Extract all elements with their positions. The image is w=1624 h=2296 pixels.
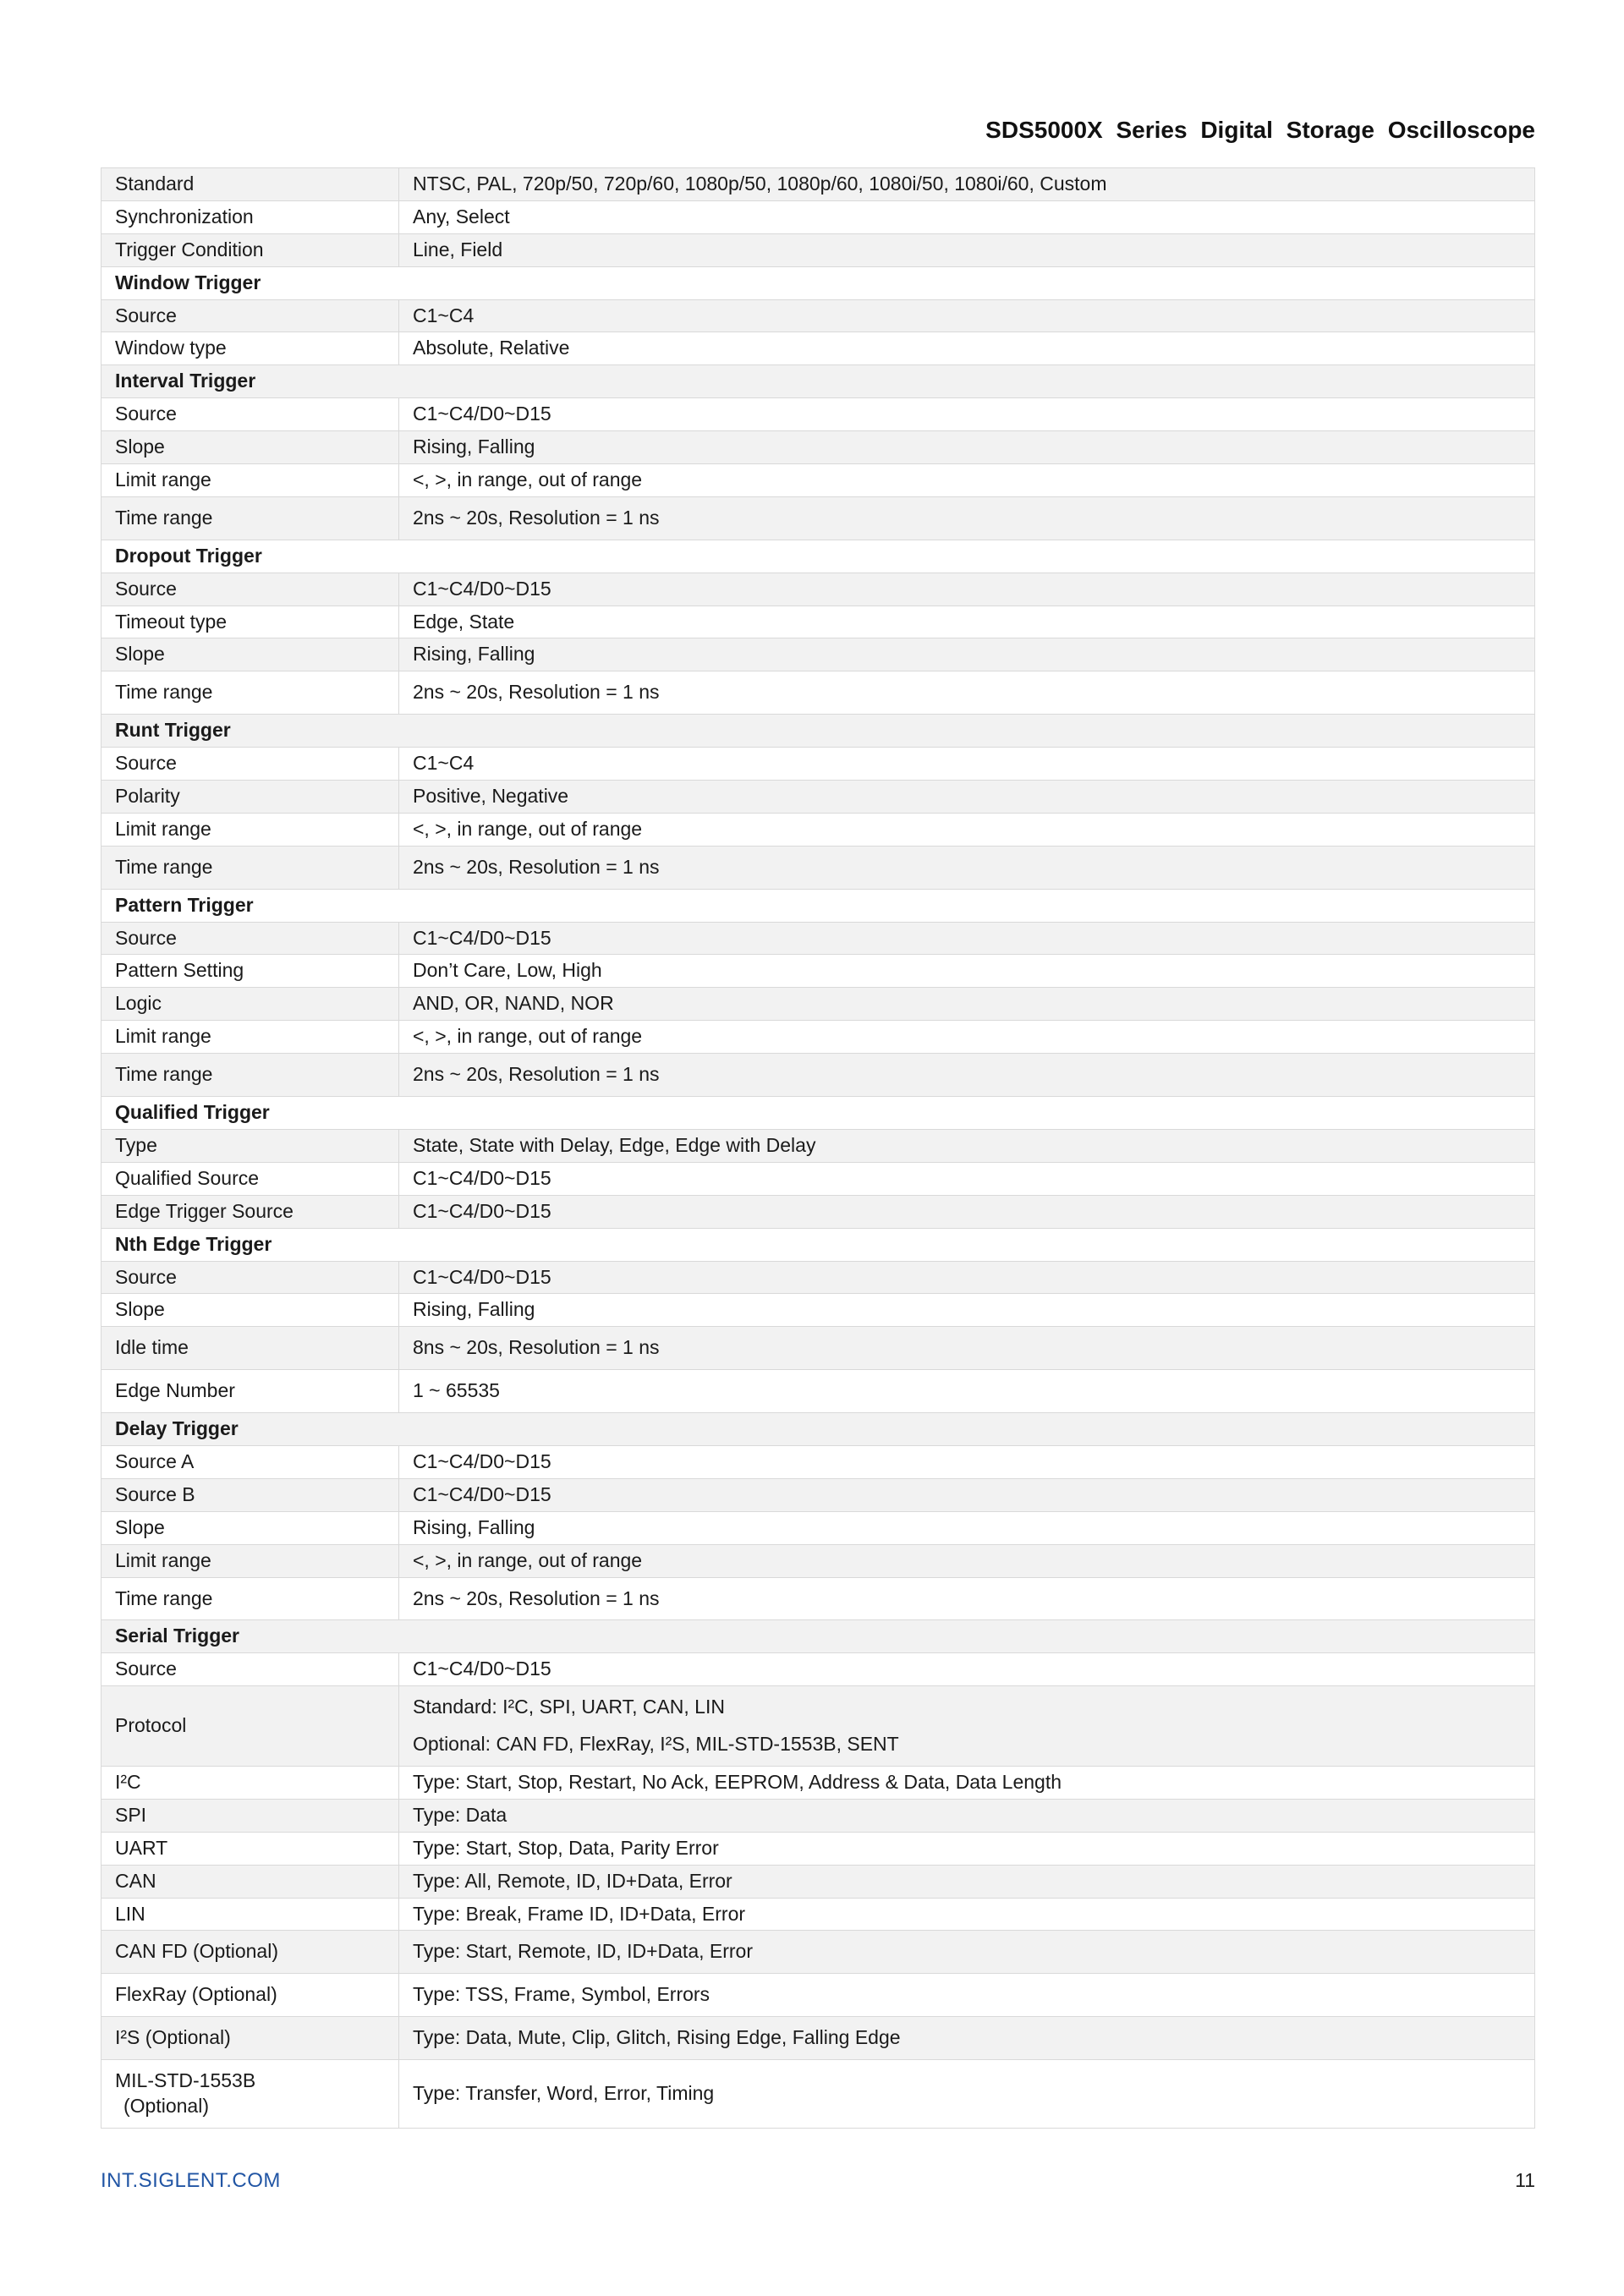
spec-label-text: Trigger Condition (115, 238, 264, 260)
spec-row (102, 638, 1535, 671)
spec-label (102, 1021, 399, 1054)
spec-value-text: Type: Transfer, Word, Error, Timing (413, 2082, 715, 2105)
spec-value (399, 398, 1535, 431)
spec-value-text: Type: Data, Mute, Clip, Glitch, Rising Edge, Falling Edge (413, 2026, 901, 2049)
spec-label (102, 431, 399, 464)
spec-value-text: <, >, in range, out of range (413, 1025, 643, 1048)
spec-value (399, 1327, 1535, 1370)
spec-row (102, 1799, 1535, 1832)
spec-row (102, 1370, 1535, 1413)
spec-row (102, 1195, 1535, 1228)
spec-value-text: Type: TSS, Frame, Symbol, Errors (413, 1983, 710, 2006)
spec-row (102, 1865, 1535, 1898)
spec-label (102, 638, 399, 671)
spec-row (102, 781, 1535, 814)
spec-value-text: C1~C4/D0~D15 (413, 1658, 551, 1680)
spec-row (102, 431, 1535, 464)
spec-label-text: Limit range (115, 1025, 211, 1048)
spec-value-text: Edge, State (413, 610, 515, 633)
spec-row (102, 1261, 1535, 1294)
spec-value (399, 1832, 1535, 1865)
spec-value (399, 1865, 1535, 1898)
section-row (102, 889, 1535, 922)
spec-value-text: Rising, Falling (413, 1515, 535, 1538)
spec-label (102, 299, 399, 332)
spec-value (399, 233, 1535, 266)
spec-label (102, 233, 399, 266)
spec-row (102, 1511, 1535, 1544)
spec-label-text: Slope (115, 1515, 165, 1538)
spec-value-text: Type: Start, Stop, Restart, No Ack, EEPROM, Address & Data, Data Length (413, 1770, 1062, 1793)
spec-label (102, 671, 399, 715)
spec-label-text: Slope (115, 436, 165, 458)
spec-value-text: Rising, Falling (413, 643, 535, 666)
spec-label (102, 955, 399, 988)
spec-value-text: Line, Field (413, 238, 503, 260)
spec-value-text: Positive, Negative (413, 785, 569, 808)
spec-label (102, 1478, 399, 1511)
spec-row (102, 1544, 1535, 1577)
spec-row (102, 1766, 1535, 1799)
spec-value (399, 748, 1535, 781)
spec-value (399, 988, 1535, 1021)
spec-label-text: Polarity (115, 785, 180, 808)
section-title: Serial Trigger (102, 1620, 1535, 1653)
spec-value (399, 573, 1535, 606)
spec-value-text: 2ns ~ 20s, Resolution = 1 ns (413, 681, 660, 704)
spec-label (102, 781, 399, 814)
spec-value (399, 813, 1535, 846)
spec-label-text: Slope (115, 1298, 165, 1321)
section-title: Dropout Trigger (102, 540, 1535, 573)
spec-value-text: Type: Data (413, 1803, 508, 1826)
spec-label-text: MIL-STD-1553B (115, 2069, 256, 2092)
spec-value-text: State, State with Delay, Edge, Edge with Delay (413, 1133, 816, 1156)
spec-label-text: I²C (115, 1770, 141, 1793)
spec-label-text: (Optional) (123, 2094, 209, 2117)
spec-value (399, 464, 1535, 497)
spec-label (102, 1865, 399, 1898)
spec-label-text: Source (115, 1265, 177, 1288)
spec-row (102, 1653, 1535, 1686)
spec-value-text: C1~C4/D0~D15 (413, 1449, 551, 1472)
spec-label (102, 1511, 399, 1544)
spec-value-text: C1~C4 (413, 752, 475, 775)
spec-row (102, 168, 1535, 201)
spec-row (102, 1686, 1535, 1767)
spec-label-text: Source (115, 926, 177, 949)
spec-value-text: Rising, Falling (413, 436, 535, 458)
spec-label-text: Source B (115, 1482, 195, 1505)
section-row (102, 1620, 1535, 1653)
spec-label-text: Timeout type (115, 610, 228, 633)
spec-label-text: Source (115, 1658, 177, 1680)
spec-label (102, 1577, 399, 1620)
section-row (102, 365, 1535, 398)
spec-table (101, 167, 1535, 2129)
spec-row (102, 1478, 1535, 1511)
spec-value-text: 2ns ~ 20s, Resolution = 1 ns (413, 1586, 660, 1609)
spec-label-text: Time range (115, 1586, 213, 1609)
spec-label-text: Idle time (115, 1336, 189, 1359)
spec-value (399, 1898, 1535, 1931)
spec-row (102, 2060, 1535, 2129)
spec-value (399, 781, 1535, 814)
spec-label (102, 1054, 399, 1097)
spec-value (399, 1370, 1535, 1413)
spec-value (399, 955, 1535, 988)
spec-label (102, 1898, 399, 1931)
spec-label-text: FlexRay (Optional) (115, 1983, 277, 2006)
spec-label (102, 573, 399, 606)
spec-label-text: Source (115, 752, 177, 775)
spec-label (102, 200, 399, 233)
spec-value-text: Any, Select (413, 205, 510, 227)
spec-label-text: Time range (115, 855, 213, 878)
spec-value (399, 1686, 1535, 1767)
spec-row (102, 922, 1535, 955)
spec-label-text: Edge Number (115, 1379, 235, 1402)
spec-value-text: Type: All, Remote, ID, ID+Data, Error (413, 1869, 732, 1892)
page-title: SDS5000X Series Digital Storage Oscilloscope (985, 117, 1535, 143)
spec-value (399, 638, 1535, 671)
spec-label (102, 813, 399, 846)
spec-value-text: C1~C4 (413, 304, 475, 326)
spec-row (102, 2017, 1535, 2060)
spec-label-text: Time range (115, 506, 213, 529)
spec-value-text: NTSC, PAL, 720p/50, 720p/60, 1080p/50, 1080p/60, 1080i/50, 1080i/60, Custom (413, 173, 1107, 195)
spec-label (102, 1162, 399, 1195)
spec-value-text: C1~C4/D0~D15 (413, 1482, 551, 1505)
section-title: Nth Edge Trigger (102, 1228, 1535, 1261)
spec-label-text: CAN FD (Optional) (115, 1940, 278, 1963)
section-title: Window Trigger (102, 266, 1535, 299)
spec-label (102, 332, 399, 365)
spec-row (102, 955, 1535, 988)
spec-label (102, 168, 399, 201)
spec-value-text: C1~C4/D0~D15 (413, 1265, 551, 1288)
spec-row (102, 1974, 1535, 2017)
spec-value (399, 1162, 1535, 1195)
spec-label (102, 2017, 399, 2060)
spec-label-text: Slope (115, 643, 165, 666)
spec-value-text: C1~C4/D0~D15 (413, 926, 551, 949)
spec-value-text: C1~C4/D0~D15 (413, 403, 551, 425)
spec-label (102, 2060, 399, 2129)
spec-value-text: AND, OR, NAND, NOR (413, 992, 614, 1015)
spec-value-text: 2ns ~ 20s, Resolution = 1 ns (413, 855, 660, 878)
spec-label (102, 496, 399, 540)
spec-label (102, 846, 399, 889)
spec-value (399, 1974, 1535, 2017)
spec-value (399, 496, 1535, 540)
section-title: Qualified Trigger (102, 1097, 1535, 1130)
spec-value-text: C1~C4/D0~D15 (413, 1166, 551, 1189)
spec-value (399, 1261, 1535, 1294)
spec-label (102, 1974, 399, 2017)
spec-value-text: Don’t Care, Low, High (413, 959, 602, 982)
spec-value (399, 1129, 1535, 1162)
spec-value-text: <, >, in range, out of range (413, 817, 643, 840)
spec-row (102, 299, 1535, 332)
section-title: Pattern Trigger (102, 889, 1535, 922)
spec-value-text: 2ns ~ 20s, Resolution = 1 ns (413, 506, 660, 529)
spec-value (399, 1931, 1535, 1974)
spec-table-body (102, 168, 1535, 2129)
page-footer (101, 2169, 1535, 2193)
spec-value (399, 671, 1535, 715)
spec-value-text: Standard: I²C, SPI, UART, CAN, LIN (413, 1696, 725, 1718)
spec-label (102, 1370, 399, 1413)
spec-value (399, 1653, 1535, 1686)
spec-row (102, 1931, 1535, 1974)
spec-row (102, 813, 1535, 846)
spec-value (399, 2017, 1535, 2060)
spec-row (102, 233, 1535, 266)
spec-value-text: C1~C4/D0~D15 (413, 1199, 551, 1222)
spec-row (102, 988, 1535, 1021)
spec-row (102, 846, 1535, 889)
spec-row (102, 1832, 1535, 1865)
spec-label-text: I²S (Optional) (115, 2026, 231, 2049)
spec-label-text: Source (115, 403, 177, 425)
spec-value (399, 168, 1535, 201)
spec-label-text: Limit range (115, 1548, 211, 1571)
spec-value (399, 846, 1535, 889)
spec-label-text: Type (115, 1133, 157, 1156)
section-row (102, 266, 1535, 299)
spec-row (102, 332, 1535, 365)
spec-row (102, 496, 1535, 540)
spec-label-text: Protocol (115, 1714, 187, 1737)
spec-label (102, 1931, 399, 1974)
spec-value-text: Rising, Falling (413, 1298, 535, 1321)
spec-label (102, 1653, 399, 1686)
section-title: Delay Trigger (102, 1413, 1535, 1446)
spec-label-text: Limit range (115, 817, 211, 840)
spec-value (399, 1294, 1535, 1327)
spec-label (102, 1261, 399, 1294)
section-row (102, 540, 1535, 573)
spec-value-text: 2ns ~ 20s, Resolution = 1 ns (413, 1063, 660, 1086)
spec-value (399, 1799, 1535, 1832)
section-row (102, 1413, 1535, 1446)
spec-value (399, 431, 1535, 464)
spec-label (102, 1327, 399, 1370)
spec-value (399, 1766, 1535, 1799)
spec-label-text: Edge Trigger Source (115, 1199, 294, 1222)
spec-value-text: 1 ~ 65535 (413, 1379, 500, 1402)
spec-label (102, 1766, 399, 1799)
spec-value-text: Absolute, Relative (413, 337, 570, 359)
spec-label-text: UART (115, 1836, 168, 1859)
spec-label-text: Time range (115, 681, 213, 704)
spec-label (102, 398, 399, 431)
spec-label-text: Logic (115, 992, 162, 1015)
spec-value (399, 922, 1535, 955)
spec-value (399, 1445, 1535, 1478)
spec-label-text: Pattern Setting (115, 959, 244, 982)
spec-label-text: Source (115, 577, 177, 600)
spec-value (399, 1544, 1535, 1577)
spec-value-text: Optional: CAN FD, FlexRay, I²S, MIL-STD-1553B, SENT (413, 1733, 899, 1756)
section-row (102, 1097, 1535, 1130)
spec-value (399, 1577, 1535, 1620)
spec-value (399, 332, 1535, 365)
spec-label-text: Synchronization (115, 205, 254, 227)
section-row (102, 1228, 1535, 1261)
spec-row (102, 606, 1535, 638)
spec-label (102, 606, 399, 638)
spec-value-text: Type: Break, Frame ID, ID+Data, Error (413, 1902, 746, 1925)
spec-value-text: C1~C4/D0~D15 (413, 577, 551, 600)
spec-row (102, 1129, 1535, 1162)
spec-label-text: Source A (115, 1449, 195, 1472)
page-number: 11 (1515, 2169, 1535, 2191)
spec-value (399, 2060, 1535, 2129)
spec-row (102, 573, 1535, 606)
spec-row (102, 1577, 1535, 1620)
spec-label-text: Limit range (115, 469, 211, 491)
spec-label-text: SPI (115, 1803, 147, 1826)
spec-row (102, 200, 1535, 233)
spec-label-text: LIN (115, 1902, 145, 1925)
spec-label (102, 922, 399, 955)
spec-label (102, 1544, 399, 1577)
spec-value-text: <, >, in range, out of range (413, 1548, 643, 1571)
spec-row (102, 398, 1535, 431)
spec-label (102, 1832, 399, 1865)
spec-label (102, 464, 399, 497)
spec-row (102, 1054, 1535, 1097)
spec-value-text: Type: Start, Remote, ID, ID+Data, Error (413, 1940, 753, 1963)
section-row (102, 715, 1535, 748)
spec-value (399, 299, 1535, 332)
spec-value-text: 8ns ~ 20s, Resolution = 1 ns (413, 1336, 660, 1359)
spec-value (399, 1478, 1535, 1511)
spec-row (102, 671, 1535, 715)
spec-row (102, 1162, 1535, 1195)
footer-website-link[interactable]: INT.SIGLENT.COM (101, 2169, 281, 2192)
spec-label-text: Time range (115, 1063, 213, 1086)
spec-label (102, 1129, 399, 1162)
section-title: Runt Trigger (102, 715, 1535, 748)
spec-value (399, 606, 1535, 638)
section-title: Interval Trigger (102, 365, 1535, 398)
spec-label (102, 748, 399, 781)
spec-label-text: Window type (115, 337, 227, 359)
spec-value-text: <, >, in range, out of range (413, 469, 643, 491)
spec-label (102, 1294, 399, 1327)
spec-label (102, 1195, 399, 1228)
spec-label (102, 988, 399, 1021)
spec-row (102, 1021, 1535, 1054)
spec-label-text: CAN (115, 1869, 156, 1892)
spec-row (102, 464, 1535, 497)
spec-row (102, 1327, 1535, 1370)
spec-value (399, 1021, 1535, 1054)
spec-row (102, 1898, 1535, 1931)
spec-row (102, 1294, 1535, 1327)
spec-value-text: Type: Start, Stop, Data, Parity Error (413, 1836, 719, 1859)
page-header (101, 117, 1535, 144)
spec-row (102, 748, 1535, 781)
spec-value (399, 200, 1535, 233)
spec-label-text: Source (115, 304, 177, 326)
spec-value (399, 1054, 1535, 1097)
spec-value (399, 1195, 1535, 1228)
spec-row (102, 1445, 1535, 1478)
spec-label (102, 1686, 399, 1767)
spec-value (399, 1511, 1535, 1544)
spec-label-text: Qualified Source (115, 1166, 260, 1189)
spec-label (102, 1799, 399, 1832)
spec-label (102, 1445, 399, 1478)
spec-label-text: Standard (115, 173, 195, 195)
